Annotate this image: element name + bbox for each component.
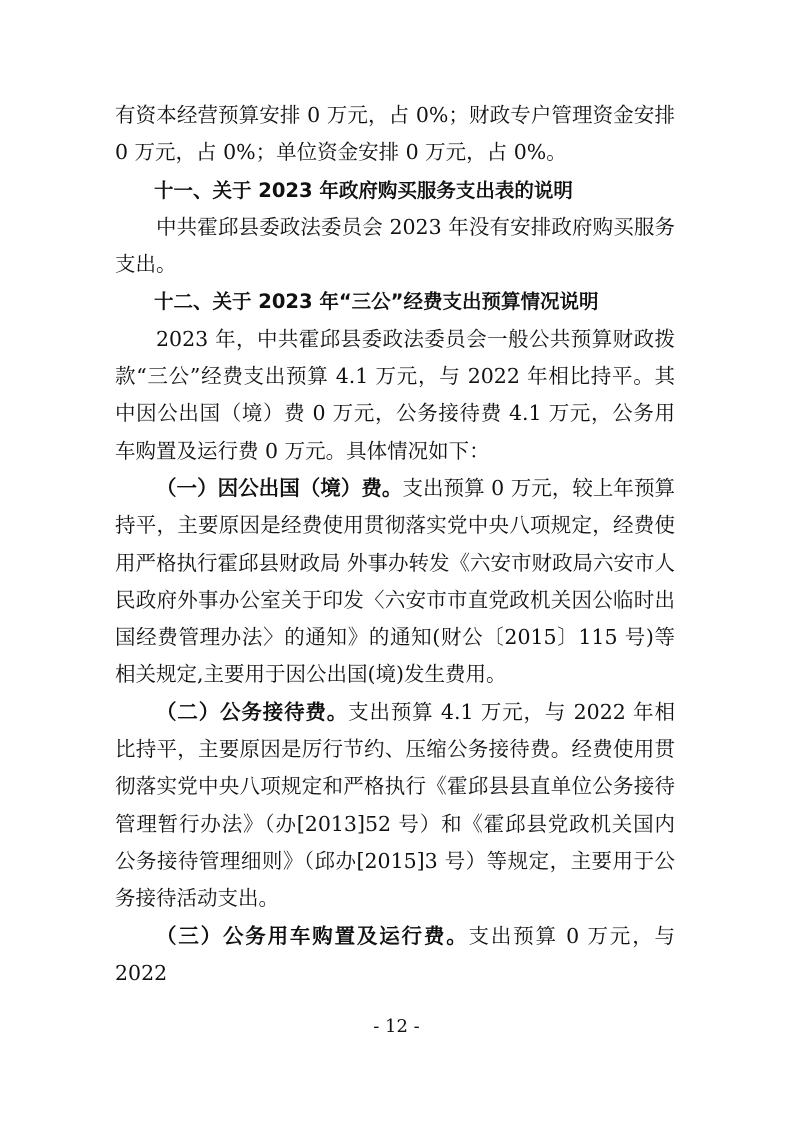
subsection-2-title: （二）公务接待费。 <box>156 699 349 724</box>
subsection-2-body: 支出预算 4.1 万元，与 2022 年相比持平，主要原因是厉行节约、压缩公务接待费。经费使用贯彻落实党中央八项规定和严格执行《霍邱县县直单位公务接待管理暂行办法》（办[2013]52 号）和《霍邱县党政机关国内公务接待管理细则》（邱办[2015]3 号）等规定，主要用于公务接待活动支出。 <box>115 699 676 911</box>
subsection-1 <box>115 470 675 694</box>
subsection-1-body: 支出预算 0 万元，较上年预算持平，主要原因是经费使用贯彻落实党中央八项规定，经费使用严格执行霍邱县财政局 外事办转发《六安市财政局六安市人民政府外事办公室关于印发〈六安市市直党政机关因公临时出国经费管理办法〉的通知》的通知(财公〔2015〕115 号)等相关规定,主要用于因公出国(境)发生费用。 <box>115 475 676 687</box>
section-12-heading: 十二、关于 2023 年“三公”经费支出预算情况说明 <box>154 290 599 314</box>
subsection-2 <box>115 694 675 918</box>
subsection-3-body: 支出预算 0 万元，与 2022 <box>115 923 676 985</box>
subsection-3 <box>115 918 675 993</box>
page-number: - 12 - <box>373 1016 420 1037</box>
subsection-3-title: （三）公务用车购置及运行费。 <box>156 923 469 948</box>
paragraph-capital-budget: 有资本经营预算安排 0 万元，占 0%；财政专户管理资金安排 0 万元，占 0%；单位资金安排 0 万元，占 0%。 <box>115 103 675 165</box>
section-12-text: 2023 年，中共霍邱县委政法委员会一般公共预算财政拨款“三公”经费支出预算 4.1 万元，与 2022 年相比持平。其中因公出国（境）费 0 万元，公务接待费 4.1 万元，公务用车购置及运行费 0 万元。具体情况如下： <box>115 326 675 463</box>
section-11-text: 中共霍邱县委政法委员会 2023 年没有安排政府购买服务支出。 <box>115 214 675 277</box>
subsection-1-title: （一）因公出国（境）费。 <box>156 475 403 500</box>
section-11-heading: 十一、关于 2023 年政府购买服务支出表的说明 <box>154 178 573 202</box>
document-body <box>115 97 675 992</box>
